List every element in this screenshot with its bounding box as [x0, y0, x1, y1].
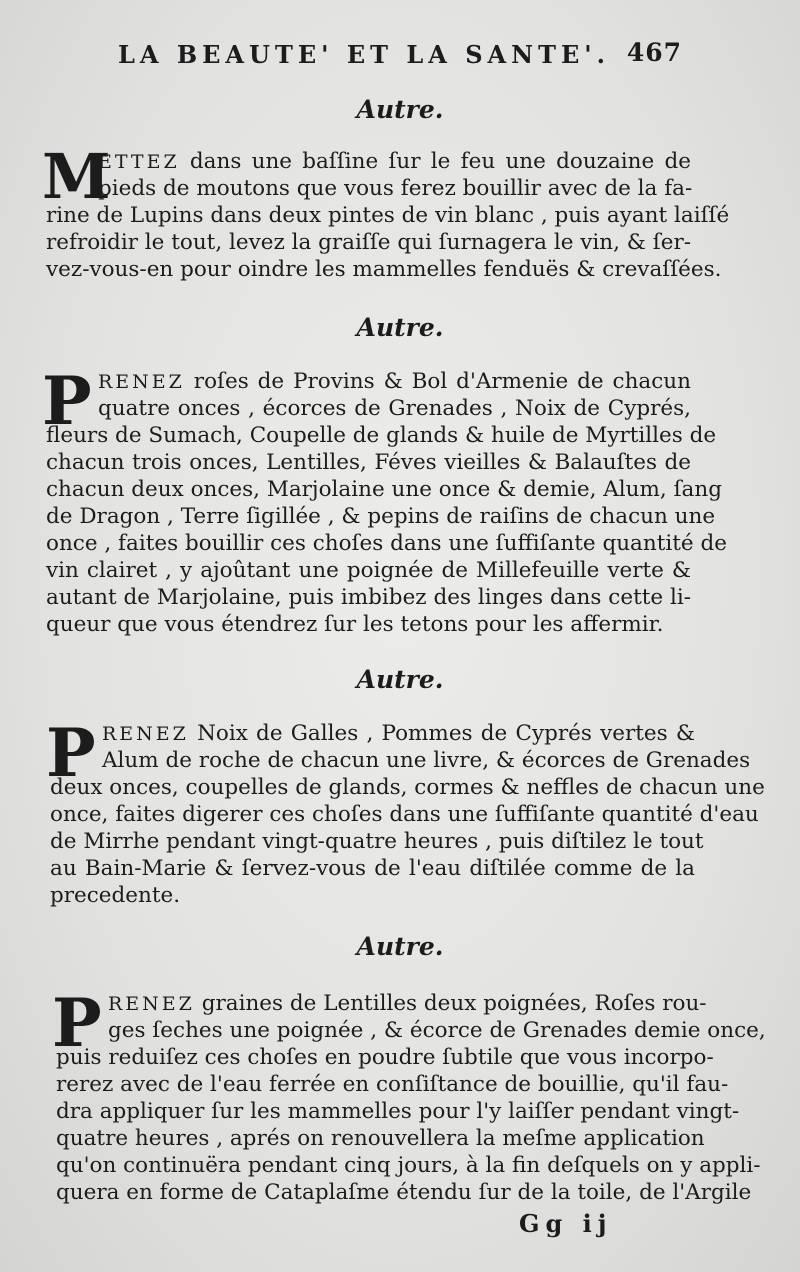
- text-line: ges ſeches une poignée , & écorce de Grenades demie once,: [108, 1018, 766, 1043]
- text-line: qu'on continuëra pendant cinq jours, à la fin deſquels on y appli-: [56, 1153, 761, 1178]
- text-line: quatre onces , écorces de Grenades , Noix de Cyprés,: [98, 396, 691, 421]
- text-line: RENEZ Noix de Galles , Pommes de Cyprés vertes &: [102, 721, 695, 746]
- text-line: fleurs de Sumach, Coupelle de glands & huile de Myrtilles de: [46, 423, 717, 448]
- drop-cap: M: [42, 140, 111, 213]
- text-line: precedente.: [50, 883, 181, 908]
- text-line: deux onces, coupelles de glands, cormes & neffles de chacun une: [50, 775, 765, 800]
- text-line: once, faites digerer ces choſes dans une ſuffiſante quantité d'eau: [50, 802, 759, 827]
- section-heading: Autre.: [356, 313, 444, 342]
- text-line: de Mirrhe pendant vingt-quatre heures , puis diſtilez le tout: [50, 829, 704, 854]
- text-line: au Bain-Marie & ſervez-vous de l'eau diſtilée comme de la: [50, 856, 695, 881]
- text-line: rine de Lupins dans deux pintes de vin blanc , puis ayant laiſſé: [46, 203, 730, 228]
- small-caps-word: RENEZ: [108, 993, 195, 1015]
- text-line: ETTEZ dans une baſſine ſur le feu une douzaine de: [98, 149, 691, 174]
- paragraph: [42, 140, 730, 283]
- small-caps-word: RENEZ: [98, 371, 185, 393]
- text-line: RENEZ graines de Lentilles deux poignées, Roſes rou-: [108, 991, 707, 1016]
- section-heading: Autre.: [356, 932, 444, 961]
- text-line: rerez avec de l'eau ferrée en conſiſtance de bouillie, qu'il fau-: [56, 1072, 729, 1097]
- paragraph: [46, 714, 765, 909]
- running-head: LA BEAUTE' ET LA SANTE'.: [118, 40, 610, 69]
- signature-mark: Gg ij: [519, 1209, 613, 1238]
- small-caps-word: ETTEZ: [98, 151, 180, 173]
- text-line: vez-vous-en pour oindre les mammelles fenduës & crevaſſées.: [46, 257, 722, 282]
- small-caps-word: RENEZ: [102, 723, 189, 745]
- drop-cap: P: [42, 362, 92, 440]
- text-line: puis reduiſez ces choſes en poudre ſubtile que vous incorpo-: [56, 1045, 714, 1070]
- text-line: dra appliquer ſur les mammelles pour l'y laiſſer pendant vingt-: [56, 1099, 740, 1124]
- paragraph: [42, 362, 727, 638]
- text-line: quera en forme de Cataplaſme étendu ſur de la toile, de l'Argile: [56, 1180, 752, 1205]
- text-line: autant de Marjolaine, puis imbibez des linges dans cette li-: [46, 585, 691, 610]
- paragraph: [52, 984, 766, 1206]
- text-line: RENEZ roſes de Provins & Bol d'Armenie de chacun: [98, 369, 691, 394]
- section-heading: Autre.: [356, 665, 444, 694]
- text-line: pieds de moutons que vous ferez bouillir avec de la fa-: [98, 176, 693, 201]
- section-heading: Autre.: [356, 95, 444, 124]
- text-line: refroidir le tout, levez la graiſſe qui ſurnagera le vin, & ſer-: [46, 230, 691, 255]
- text-line: de Dragon , Terre ſigillée , & pepins de raiſins de chacun une: [46, 504, 716, 529]
- text-line: quatre heures , aprés on renouvellera la meſme application: [56, 1126, 705, 1151]
- text-line: vin clairet , y ajoûtant une poignée de Millefeuille verte &: [46, 558, 691, 583]
- drop-cap: P: [52, 984, 102, 1062]
- text-line: Alum de roche de chacun une livre, & écorces de Grenades: [102, 748, 751, 773]
- drop-cap: P: [46, 714, 96, 792]
- text-line: queur que vous étendrez ſur les tetons pour les affermir.: [46, 612, 664, 637]
- page-number: 467: [626, 38, 682, 67]
- text-line: chacun deux onces, Marjolaine une once & demie, Alum, ſang: [46, 477, 722, 502]
- text-line: once , faites bouillir ces choſes dans une ſuffiſante quantité de: [46, 531, 727, 556]
- text-line: chacun trois onces, Lentilles, Féves vieilles & Balauſtes de: [46, 450, 691, 475]
